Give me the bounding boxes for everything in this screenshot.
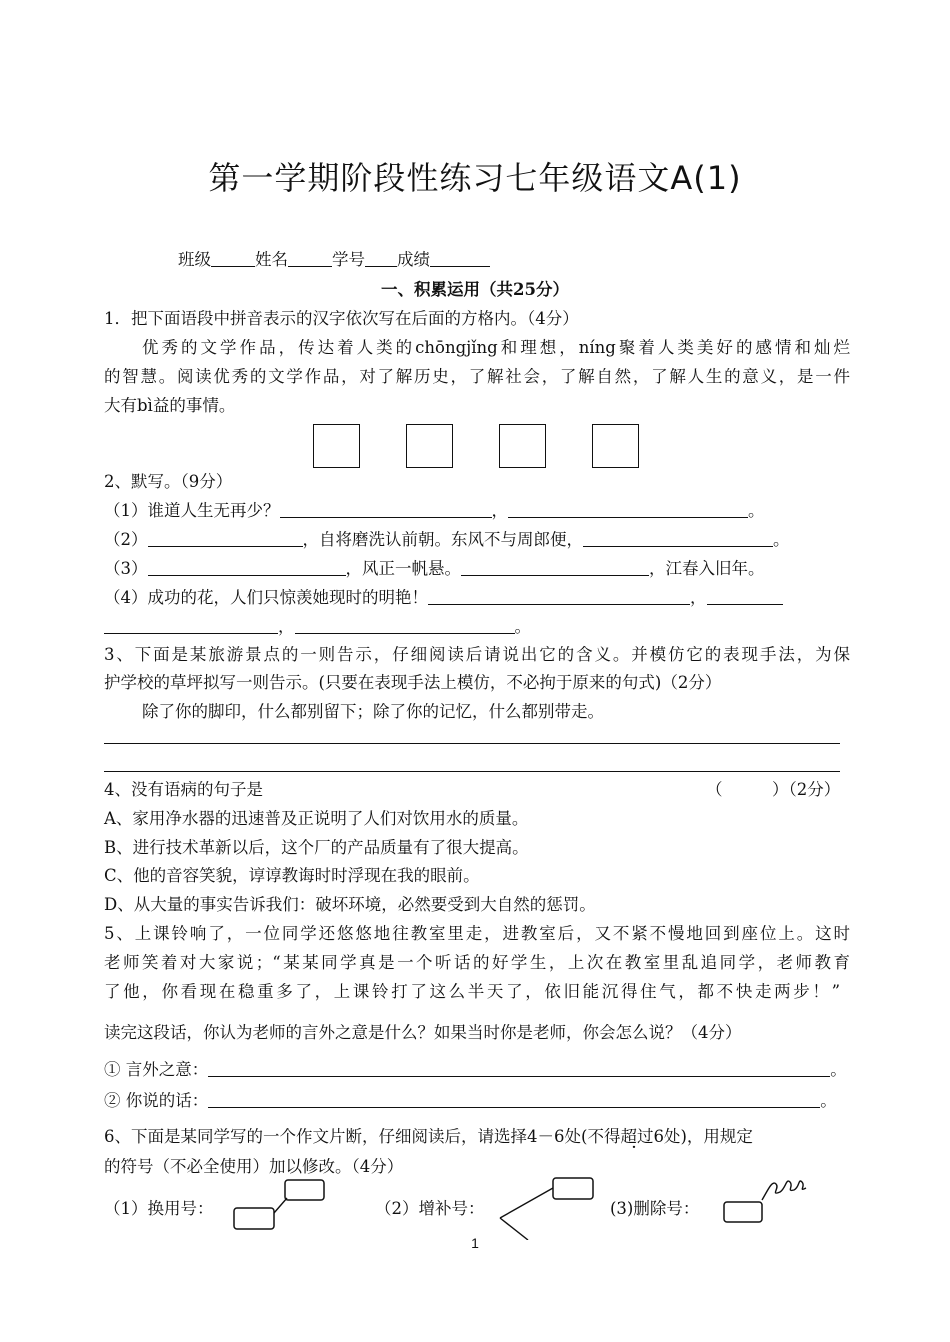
insert-symbol-icon: [500, 1178, 593, 1240]
q4-option-c: C、他的音容笑貌，谆谆教诲时时浮现在我的眼前。: [104, 866, 480, 885]
q4-answer-bracket[interactable]: （ ）（2分）: [706, 780, 841, 799]
q4-stem: 4、没有语病的句子是: [104, 780, 263, 799]
q2-5-comma: ，: [278, 617, 295, 636]
class-label: 班级: [178, 250, 211, 269]
q2-1-period: 。: [748, 501, 765, 520]
q5-answer-1-period: 。: [830, 1060, 847, 1079]
q5-line-4: 读完这段话，你认为老师的言外之意是什么？如果当时你是老师，你会怎么说？（4分）: [104, 1023, 742, 1042]
q2-2-blank-b[interactable]: [583, 530, 773, 547]
q2-3-text-a: ，风正一帆悬。: [345, 559, 461, 578]
number-blank[interactable]: [365, 250, 397, 267]
q5-answer-2-label: ② 你说的话：: [104, 1091, 209, 1110]
page-title: 第一学期阶段性练习七年级语文A(1): [208, 159, 742, 197]
q2-5-period: 。: [514, 617, 531, 636]
score-blank[interactable]: [430, 250, 490, 267]
q2-3-num: （3）: [104, 559, 148, 578]
q5-line-1: 5、上课铃响了，一位同学还悠悠地往教室里走，进教室后，又不紧不慢地回到座位上。这时: [104, 924, 850, 943]
q6-line-1-post: )，用规定: [680, 1127, 753, 1146]
q2-2-num: （2）: [104, 530, 148, 549]
answer-box-3[interactable]: [499, 424, 546, 468]
q3-line-2: 护学校的草坪拟写一则告示。(只要在表现手法上模仿，不必拘于原来的句式)（2分）: [104, 673, 722, 692]
number-label: 学号: [332, 250, 365, 269]
q2-line-1: [104, 501, 765, 521]
q6-line-1-pre: 6、下面是某同学写的一个作文片断，仔细阅读后，请选择4－6处(: [104, 1127, 588, 1146]
q4-option-b: B、进行技术革新以后，这个厂的产品质量有了很大提高。: [104, 838, 529, 857]
q2-3-blank-b[interactable]: [461, 559, 649, 576]
q2-stem: 2、默写。（9分）: [104, 472, 233, 491]
q2-1-blank-a[interactable]: [280, 501, 492, 518]
name-blank[interactable]: [288, 250, 332, 267]
q4-option-d: D、从大量的事实告诉我们：破坏环境，必然要受到大自然的惩罚。: [104, 895, 596, 914]
q2-3-text-b: ，江春入旧年。: [649, 559, 765, 578]
q2-line-5: [104, 617, 531, 637]
q1-line-1: 优秀的文学作品，传达着人类的chōngjǐng和理想，níng聚着人类美好的感情和灿烂: [142, 338, 850, 357]
q2-2-blank-a[interactable]: [148, 530, 303, 547]
q5-answer-2: [104, 1091, 837, 1111]
revision-symbols: [0, 1170, 950, 1240]
q6-emphasis: 不得超过6处 ·: [587, 1127, 680, 1146]
q2-1-text: （1）谁道人生无再少？: [104, 501, 280, 520]
q3-notice: 除了你的脚印，什么都别留下；除了你的记忆，什么都别带走。: [142, 702, 604, 721]
class-blank[interactable]: [211, 250, 255, 267]
q5-answer-1-label: ① 言外之意：: [104, 1060, 209, 1079]
q5-line-2: 老师笑着对大家说；“某某同学真是一个听话的好学生，上次在教室里乱追同学，老师教育: [104, 953, 850, 972]
q2-5-blank-b[interactable]: [295, 617, 515, 634]
q6-line-2: 的符号（不必全使用）加以修改。（4分）: [104, 1157, 404, 1176]
q2-1-comma: ，: [491, 501, 508, 520]
answer-box-2[interactable]: [406, 424, 453, 468]
q5-answer-1: [104, 1060, 847, 1080]
student-info-row: [178, 250, 490, 270]
q1-line-2: 的智慧。阅读优秀的文学作品，对了解历史，了解社会，了解自然，了解人生的意义，是一件: [104, 367, 850, 386]
section-heading: 一、积累运用（共25分）: [381, 280, 569, 299]
q5-line-3: 了他，你看现在稳重多了，上课铃打了这么半天了，依旧能沉得住气，都不快走两步！”: [104, 982, 840, 1001]
replace-symbol-icon: [234, 1180, 324, 1229]
q4-option-a: A、家用净水器的迅速普及正说明了人们对饮用水的质量。: [104, 809, 529, 828]
q2-4-blank-b[interactable]: [707, 588, 783, 605]
q2-1-blank-b[interactable]: [508, 501, 748, 518]
q3-line-1: 3、下面是某旅游景点的一则告示，仔细阅读后请说出它的含义。并模仿它的表现手法，为保: [104, 645, 850, 664]
q5-answer-2-blank[interactable]: [208, 1091, 820, 1108]
q5-answer-2-period: 。: [820, 1091, 837, 1110]
page-number: 1: [471, 1235, 479, 1251]
answer-box-4[interactable]: [592, 424, 639, 468]
q1-stem: 1．把下面语段中拼音表示的汉字依次写在后面的方格内。（4分）: [104, 309, 579, 328]
q3-answer-line-2[interactable]: [104, 771, 840, 772]
q2-line-4: [104, 588, 783, 608]
q2-3-blank-a[interactable]: [148, 559, 346, 576]
q2-line-3: [104, 559, 765, 579]
q2-4-comma: ，: [690, 588, 707, 607]
q2-line-2: [104, 530, 790, 550]
score-label: 成绩: [397, 250, 430, 269]
q2-2-period: 。: [773, 530, 790, 549]
symbol-insert-label: （2）增补号：: [375, 1199, 485, 1218]
delete-symbol-icon: [724, 1181, 806, 1222]
q3-answer-line-1[interactable]: [104, 743, 840, 744]
q2-4-text: （4）成功的花，人们只惊羡她现时的明艳！: [104, 588, 428, 607]
q2-2-text: ，自将磨洗认前朝。东风不与周郎便，: [302, 530, 583, 549]
symbol-replace-label: （1）换用号：: [104, 1199, 214, 1218]
q2-5-blank-a[interactable]: [104, 617, 278, 634]
q6-line-1: [104, 1127, 753, 1147]
q1-line-3: 大有bì益的事情。: [104, 396, 236, 415]
symbol-delete-label: (3)删除号：: [610, 1199, 700, 1218]
name-label: 姓名: [255, 250, 288, 269]
q5-answer-1-blank[interactable]: [208, 1060, 830, 1077]
answer-box-1[interactable]: [313, 424, 360, 468]
q2-4-blank-a[interactable]: [428, 588, 690, 605]
